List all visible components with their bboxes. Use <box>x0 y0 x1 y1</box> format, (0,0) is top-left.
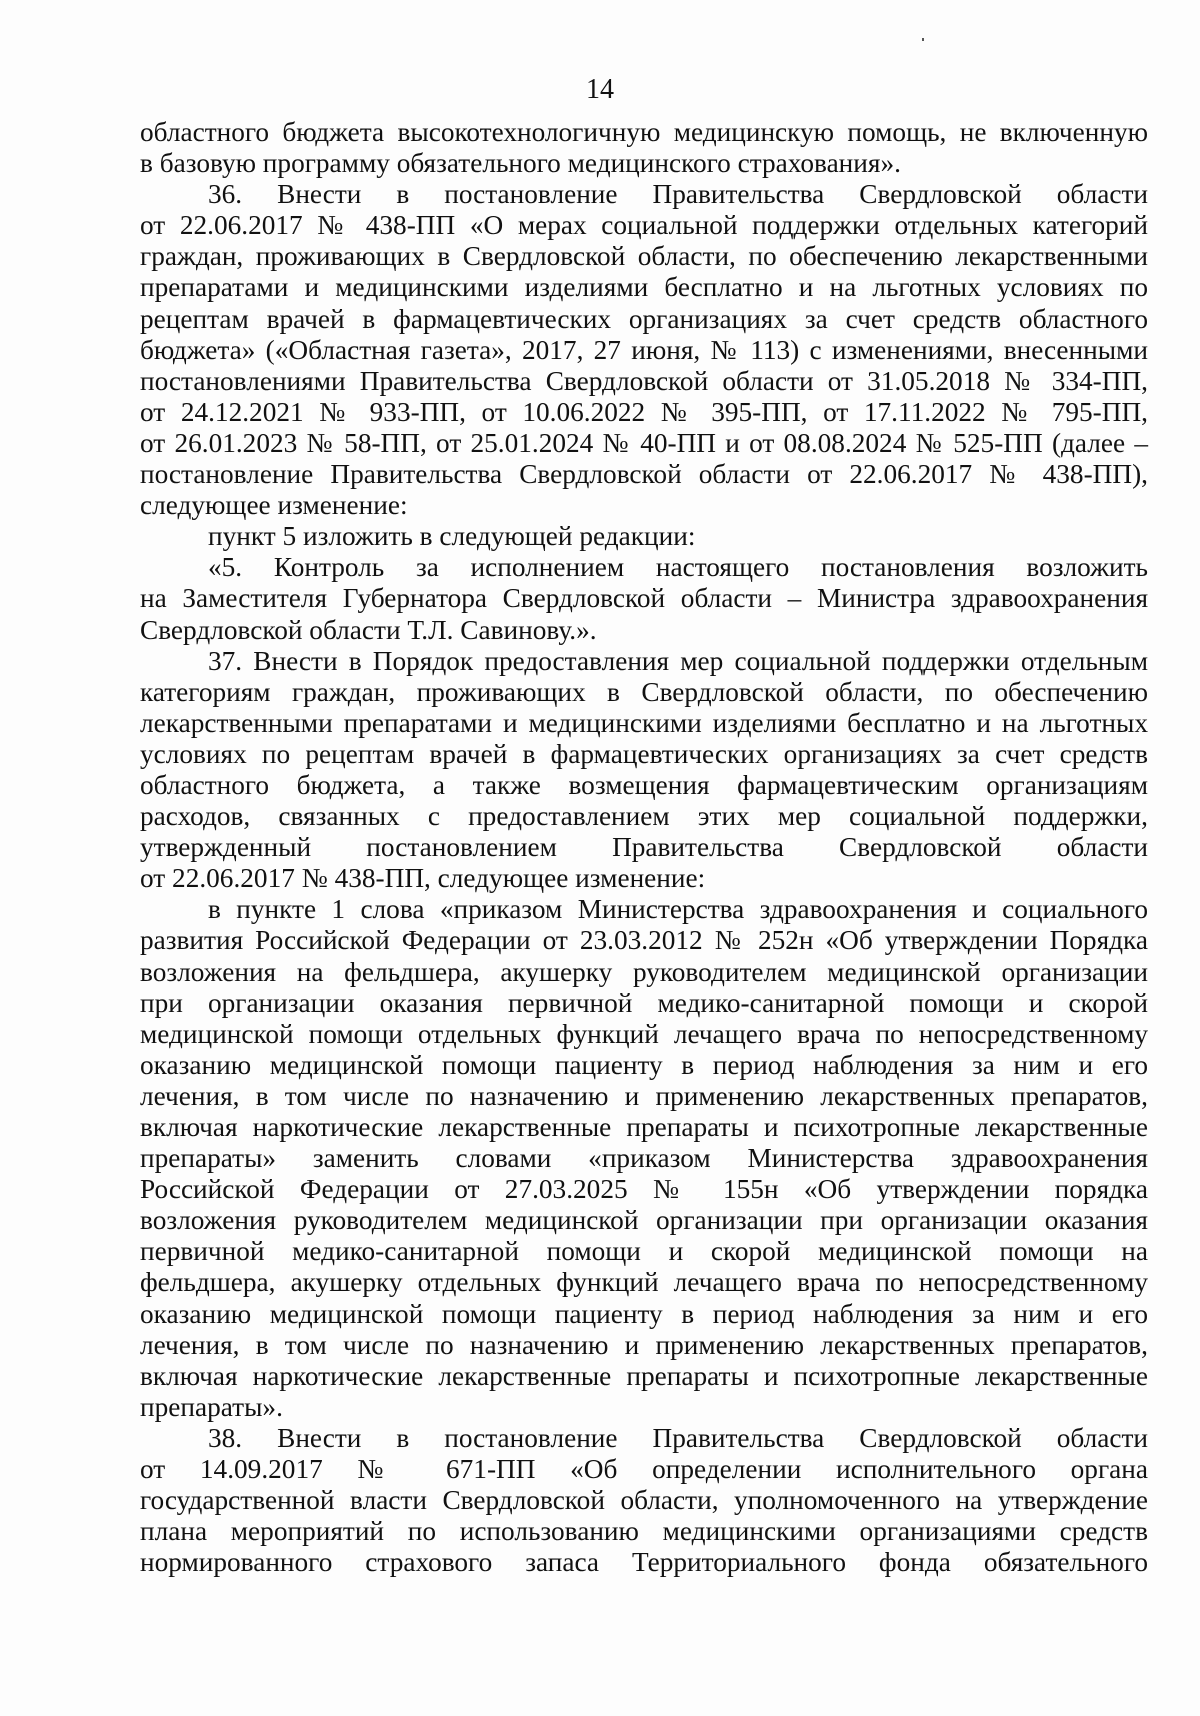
text-line: от 22.06.2017 № 438-ПП «О мерах социальной поддержки отдельных категорий <box>140 210 1148 241</box>
text-line: препараты» заменить словами «приказом Министерства здравоохранения <box>140 1143 1148 1174</box>
text-line: первичной медико-санитарной помощи и скорой медицинской помощи на <box>140 1236 1148 1267</box>
document-body <box>140 117 1148 1578</box>
text-line: категориям граждан, проживающих в Свердловской области, по обеспечению <box>140 676 1148 707</box>
scan-speck <box>922 38 924 41</box>
text-line: постановление Правительства Свердловской области от 22.06.2017 № 438-ПП), <box>140 459 1148 490</box>
text-line: от 26.01.2023 № 58-ПП, от 25.01.2024 № 40-ПП и от 08.08.2024 № 525-ПП (далее – <box>140 427 1148 458</box>
page-number: 14 <box>586 74 614 105</box>
text-line: лекарственными препаратами и медицинскими изделиями бесплатно и на льготных <box>140 707 1148 738</box>
text-line: фельдшера, акушерку отдельных функций лечащего врача по непосредственному <box>140 1267 1148 1298</box>
text-line: расходов, связанных с предоставлением этих мер социальной поддержки, <box>140 801 1148 832</box>
text-line: 37. Внести в Порядок предоставления мер социальной поддержки отдельным <box>208 645 1148 676</box>
text-line: при организации оказания первичной медико-санитарной помощи и скорой <box>140 987 1148 1018</box>
text-line: плана мероприятий по использованию медицинскими организациями средств <box>140 1516 1148 1547</box>
text-line: условиях по рецептам врачей в фармацевтических организациях за счет средств <box>140 738 1148 769</box>
text-line: Свердловской области Т.Л. Савинову.». <box>140 614 597 645</box>
text-line: Российской Федерации от 27.03.2025 № 155н «Об утверждении порядка <box>140 1174 1148 1205</box>
text-line: включая наркотические лекарственные препараты и психотропные лекарственные <box>140 1112 1148 1142</box>
text-line: развития Российской Федерации от 23.03.2012 № 252н «Об утверждении Порядка <box>140 925 1148 956</box>
text-line: оказанию медицинской помощи пациенту в период наблюдения за ним и его <box>140 1049 1148 1080</box>
text-line: препаратами и медицинскими изделиями бесплатно и на льготных условиях по <box>140 272 1148 303</box>
text-line: лечения, в том числе по назначению и применению лекарственных препаратов, <box>140 1329 1148 1360</box>
text-line: на Заместителя Губернатора Свердловской области – Министра здравоохранения <box>140 583 1148 614</box>
text-line: следующее изменение: <box>140 490 408 521</box>
text-line: от 14.09.2017 № 671-ПП «Об определении исполнительного органа <box>140 1454 1148 1485</box>
text-line: бюджета» («Областная газета», 2017, 27 июня, № 113) с изменениями, внесенными <box>140 334 1148 365</box>
text-line: областного бюджета высокотехнологичную медицинскую помощь, не включенную <box>140 117 1148 147</box>
text-line: от 24.12.2021 № 933-ПП, от 10.06.2022 № 395-ПП, от 17.11.2022 № 795-ПП, <box>140 396 1148 427</box>
text-line: рецептам врачей в фармацевтических организациях за счет средств областного <box>140 303 1148 334</box>
text-line: возложения на фельдшера, акушерку руководителем медицинской организации <box>140 956 1148 987</box>
text-line: пункт 5 изложить в следующей редакции: <box>208 521 696 552</box>
text-line: возложения руководителем медицинской организации при организации оказания <box>140 1205 1148 1236</box>
text-line: от 22.06.2017 № 438-ПП, следующее изменение: <box>140 863 706 894</box>
text-line: 38. Внести в постановление Правительства Свердловской области <box>208 1422 1148 1453</box>
text-line: «5. Контроль за исполнением настоящего постановления возложить <box>208 552 1148 583</box>
text-line: нормированного страхового запаса Территориального фонда обязательного <box>140 1547 1148 1578</box>
text-line: постановлениями Правительства Свердловской области от 31.05.2018 № 334-ПП, <box>140 365 1148 396</box>
text-line: в пункте 1 слова «приказом Министерства здравоохранения и социального <box>208 894 1148 925</box>
text-line: 36. Внести в постановление Правительства Свердловской области <box>208 179 1148 210</box>
text-line: утвержденный постановлением Правительства Свердловской области <box>140 832 1148 863</box>
text-line: медицинской помощи отдельных функций лечащего врача по непосредственному <box>140 1018 1148 1049</box>
text-line: в базовую программу обязательного медицинского страхования». <box>140 148 901 179</box>
text-line: включая наркотические лекарственные препараты и психотропные лекарственные <box>140 1360 1148 1391</box>
text-line: оказанию медицинской помощи пациенту в период наблюдения за ним и его <box>140 1298 1148 1329</box>
text-line: лечения, в том числе по назначению и применению лекарственных препаратов, <box>140 1080 1148 1111</box>
text-line: граждан, проживающих в Свердловской области, по обеспечению лекарственными <box>140 241 1148 272</box>
text-line: препараты». <box>140 1391 283 1422</box>
text-line: областного бюджета, а также возмещения фармацевтическим организациям <box>140 769 1148 800</box>
text-line: государственной власти Свердловской области, уполномоченного на утверждение <box>140 1485 1148 1516</box>
